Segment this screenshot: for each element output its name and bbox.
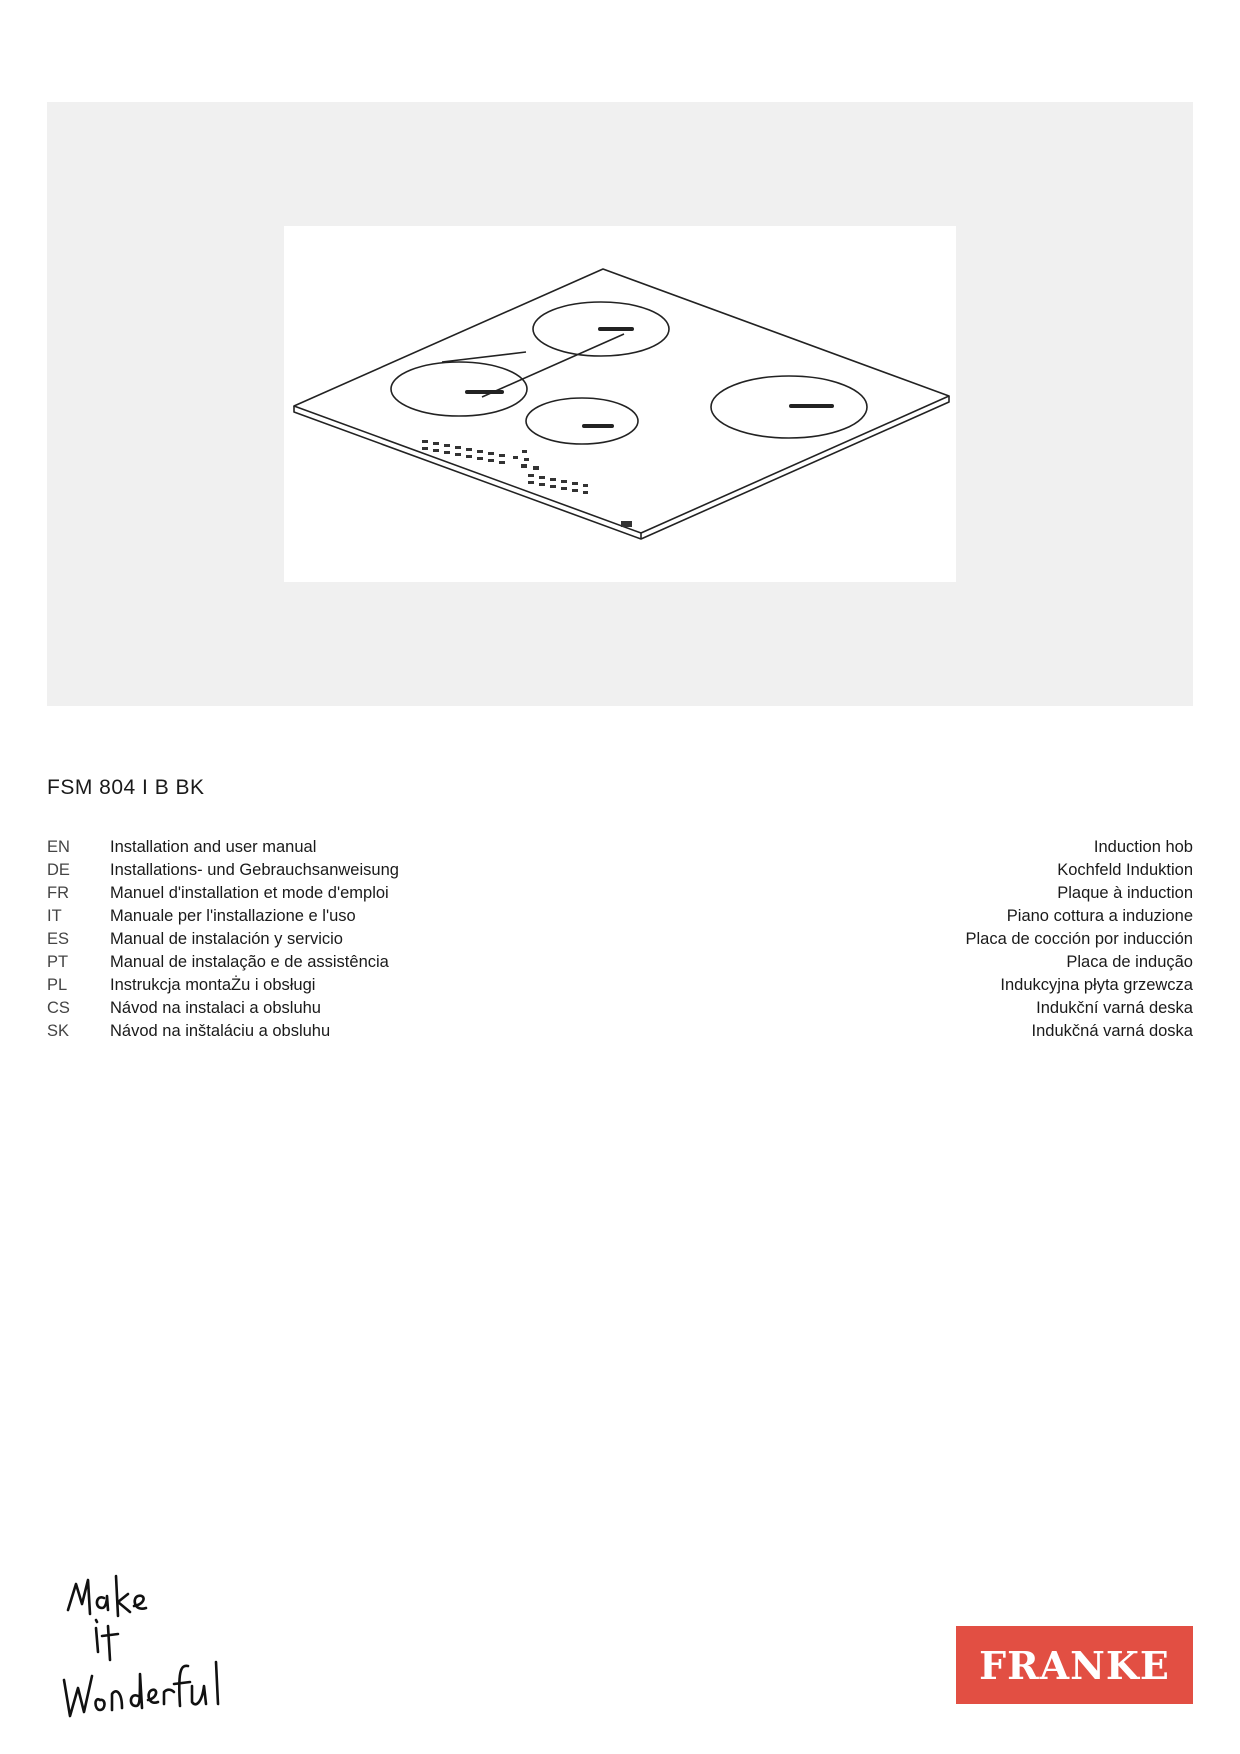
manual-title: Manual de instalación y servicio [110, 930, 343, 948]
product-name: Indukční varná deska [1036, 999, 1193, 1017]
manual-title: Návod na inštaláciu a obsluhu [110, 1022, 331, 1040]
model-number: FSM 804 I B BK [47, 776, 205, 799]
language-row-sk [47, 1020, 1193, 1043]
hob-plate-edge [294, 396, 949, 539]
manual-title: Manual de instalação e de assistência [110, 953, 389, 971]
product-name: Placa de indução [1066, 953, 1193, 971]
manual-title: Návod na instalaci a obsluhu [110, 999, 321, 1017]
product-name: Indukčná varná doska [1031, 1022, 1193, 1040]
signature-drawing [60, 1570, 230, 1730]
product-illustration-frame [284, 226, 956, 582]
language-row-it [47, 905, 1193, 928]
manual-title: Instrukcja montaŻu i obsługi [110, 976, 316, 994]
cooking-zone-centre [526, 398, 638, 444]
language-row-pl [47, 974, 1193, 997]
language-code: DE [47, 861, 70, 879]
language-row-cs [47, 997, 1193, 1020]
logo-wordmark: FRANKE [979, 1642, 1170, 1688]
manual-title: Manuel d'installation et mode d'emploi [110, 884, 389, 902]
product-illustration-panel [47, 102, 1193, 706]
language-code: ES [47, 930, 70, 948]
manual-title: Manuale per l'installazione e l'uso [110, 907, 356, 925]
product-name: Piano cottura a induzione [1006, 907, 1193, 925]
language-code: PL [47, 976, 68, 994]
cooking-zone-right [711, 376, 867, 438]
flex-zone-divider [442, 334, 624, 397]
language-row-pt [47, 951, 1193, 974]
language-row-de [47, 859, 1193, 882]
product-name: Placa de cocción por inducción [965, 930, 1193, 948]
language-code: CS [47, 999, 70, 1017]
language-code: FR [47, 884, 69, 902]
product-name: Induction hob [1093, 838, 1193, 856]
make-it-wonderful-signature [60, 1570, 230, 1735]
manual-title: Installation and user manual [110, 838, 317, 856]
language-code: PT [47, 953, 69, 971]
induction-hob-drawing [284, 226, 956, 582]
language-row-en [47, 836, 1193, 859]
product-name: Plaque à induction [1057, 884, 1193, 902]
manual-title: Installations- und Gebrauchsanweisung [110, 861, 399, 879]
product-name: Indukcyjna płyta grzewcza [1000, 976, 1193, 994]
product-name: Kochfeld Induktion [1057, 861, 1193, 879]
cooking-zone-front-left [391, 362, 527, 416]
language-code: EN [47, 838, 70, 856]
franke-logo [956, 1626, 1193, 1704]
hob-plate-top [294, 269, 949, 533]
language-row-es [47, 928, 1193, 951]
language-code: SK [47, 1022, 70, 1040]
language-code: IT [47, 907, 62, 925]
language-list [47, 836, 1193, 1043]
language-row-fr [47, 882, 1193, 905]
